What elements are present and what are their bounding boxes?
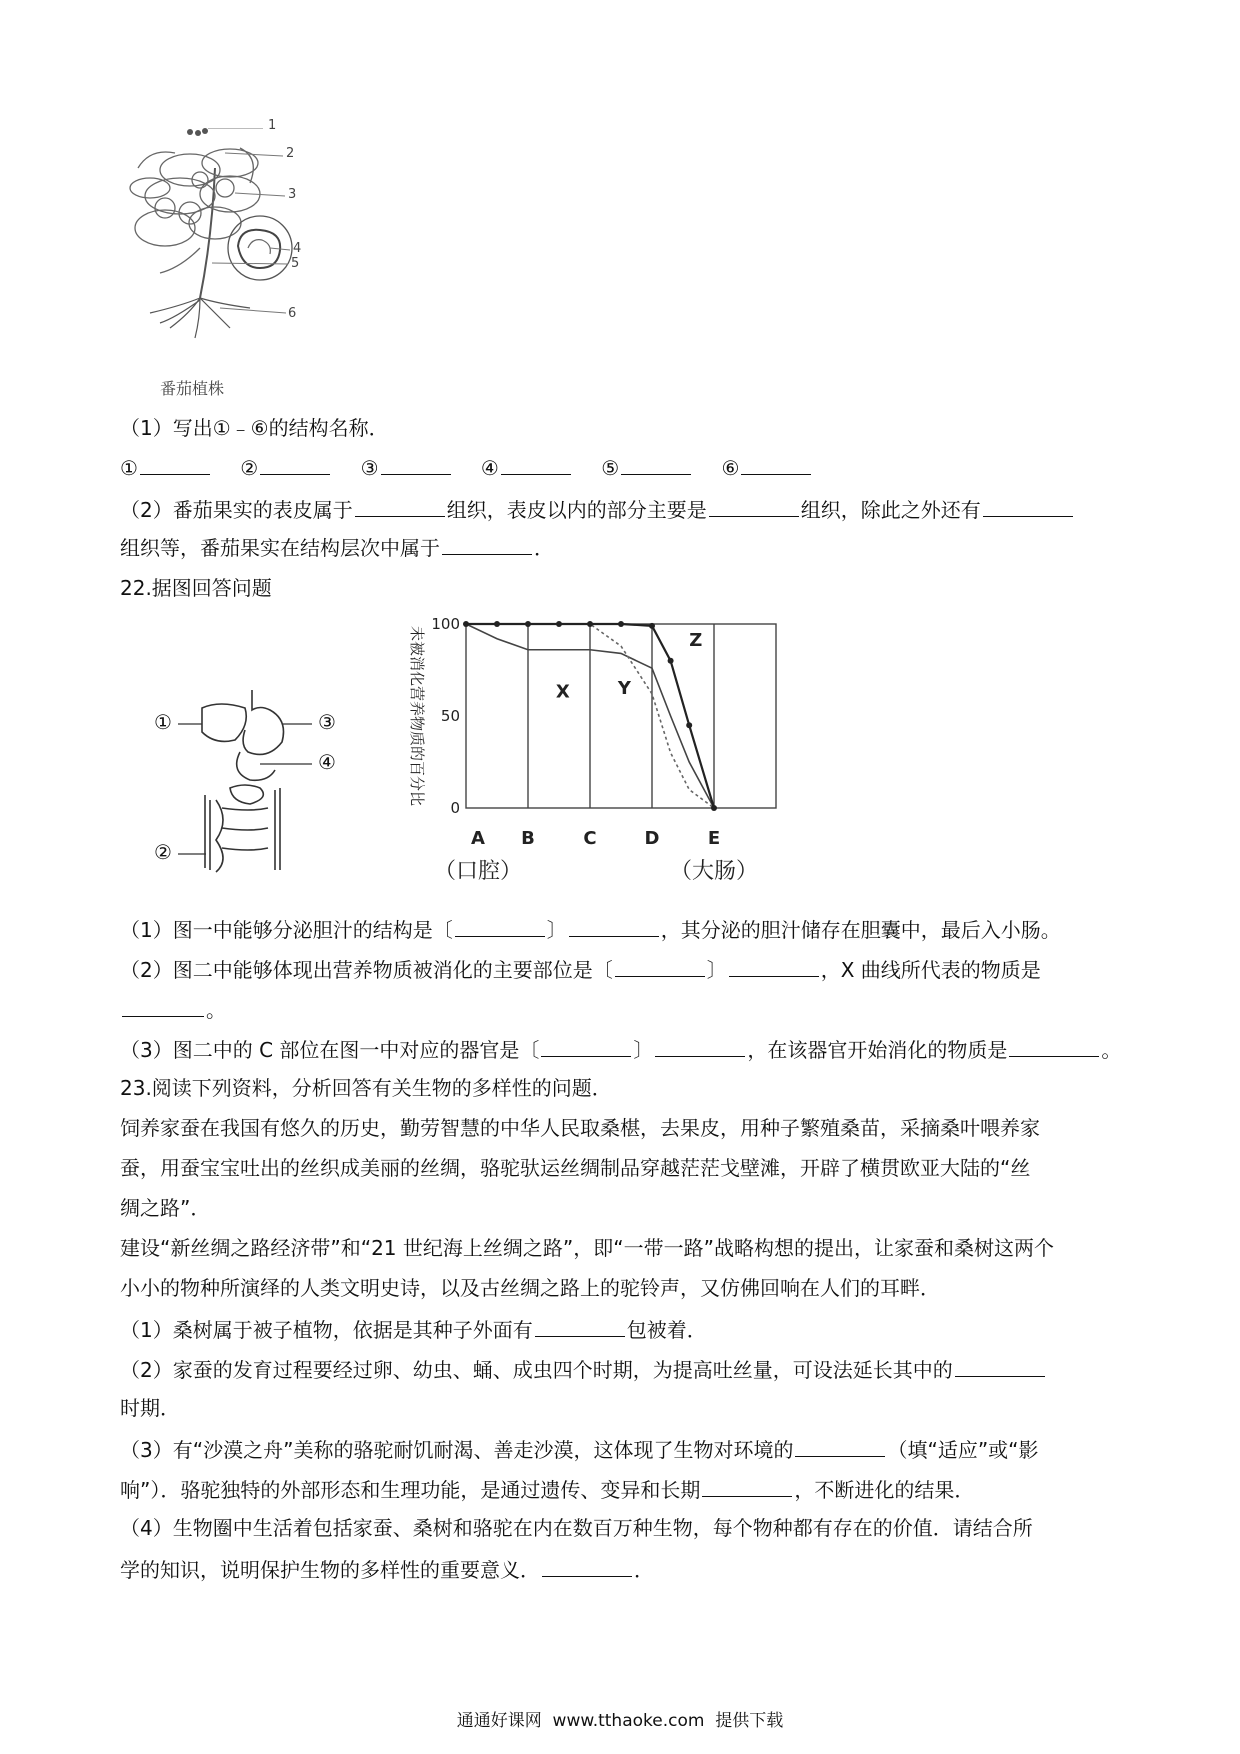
- q23-part4-line1: （4）生物圈中生活着包括家蚕、桑树和骆驼在内在数百万种生物，每个物种都有存在的价值．请结合所: [120, 1516, 1033, 1540]
- q21-part1: [120, 414, 389, 442]
- series-point-z: [711, 805, 717, 811]
- q23-part2-line2: 时期．: [120, 1396, 180, 1420]
- q22-part2-line2: 。: [120, 994, 226, 1024]
- series-point-z: [686, 722, 692, 728]
- q21-part1-text: （1）写出①﹣⑥的结构名称．: [120, 416, 389, 440]
- footer: 通通好课网 www.tthaoke.com 提供下载: [456, 1711, 784, 1731]
- q23-para2-line2: 小小的物种所演绎的人类文明史诗，以及古丝绸之路上的驼铃声，又仿佛回响在人们的耳畔．: [120, 1276, 940, 1300]
- chart-frame: [466, 624, 776, 808]
- chart-grid: [466, 624, 776, 808]
- category-note: （大肠）: [669, 859, 759, 884]
- series-label-x: X: [555, 681, 570, 703]
- organ-label-2: ②: [154, 840, 172, 864]
- q21-blanks-row: [120, 452, 835, 482]
- series-point-z: [494, 621, 500, 627]
- q23-part3-line1: （3）有“沙漠之舟”美称的骆驼耐饥耐渴、善走沙漠，这体现了生物对环境的 （填“适应”或“影: [120, 1434, 1039, 1464]
- organ-label-4: ④: [318, 750, 336, 774]
- plant-label-5: 5: [291, 256, 300, 271]
- plant-label-1: 1: [268, 118, 277, 133]
- series-point-z: [649, 623, 655, 629]
- blank-4: ④: [481, 452, 573, 482]
- blank-1: ①: [120, 452, 212, 482]
- q21-part2-line2: 组织等，番茄果实在结构层次中属于 ．: [120, 532, 554, 562]
- plant-label-2: 2: [286, 146, 295, 161]
- y-axis-label: 未被消化营养物质的百分比: [408, 626, 426, 807]
- y-tick-label: 0: [450, 799, 460, 817]
- q22-part3: （3）图二中的 C 部位在图一中对应的器官是〔 〕 ，在该器官开始消化的物质是 。: [120, 1034, 1121, 1064]
- q23-para1-line2: 蚕，用蚕宝宝吐出的丝织成美丽的丝绸，骆驼驮运丝绸制品穿越茫茫戈壁滩，开辟了横贯欧亚大陆的“丝: [120, 1156, 1031, 1180]
- category-label: D: [644, 828, 660, 849]
- chart-text: [408, 615, 758, 884]
- category-label: A: [471, 828, 485, 849]
- digestion-chart: [390, 610, 880, 910]
- series-point-z: [618, 621, 624, 627]
- plant-label-4: 4: [293, 241, 302, 256]
- series-point-z: [556, 621, 562, 627]
- organ-label-3: ③: [318, 710, 336, 734]
- y-tick-label: 100: [431, 615, 460, 633]
- blank-3: ③: [361, 452, 453, 482]
- q23-part2-line1: （2）家蚕的发育过程要经过卵、幼虫、蛹、成虫四个时期，为提高吐丝量，可设法延长其中的: [120, 1354, 1047, 1384]
- series-label-z: Z: [689, 630, 703, 652]
- plant-label-6: 6: [288, 306, 297, 321]
- series-point-z: [463, 621, 469, 627]
- blank-6: ⑥: [721, 452, 813, 482]
- digestion-chart-svg: [390, 610, 880, 910]
- tomato-plant-figure: [120, 118, 330, 368]
- series-point-z: [587, 621, 593, 627]
- q23-para1-line3: 绸之路”．: [120, 1196, 211, 1220]
- organ-label-1: ①: [154, 710, 172, 734]
- q23-para1-line1: 饲养家蚕在我国有悠久的历史，勤劳智慧的中华人民取桑椹，去果皮，用种子繁殖桑苗，采摘桑叶喂养家: [120, 1116, 1040, 1140]
- series-label-y: Y: [617, 677, 631, 699]
- category-label: E: [707, 828, 721, 849]
- category-label: C: [583, 828, 597, 849]
- blank-5: ⑤: [601, 452, 693, 482]
- series-point-z: [525, 621, 531, 627]
- q23-part4-line2: 学的知识，说明保护生物的多样性的重要意义． ．: [120, 1554, 654, 1584]
- series-point-z: [668, 658, 674, 664]
- blank-2: ②: [240, 452, 332, 482]
- plant-label-3: 3: [288, 187, 297, 202]
- category-label: B: [521, 828, 535, 849]
- q22-title: 22.据图回答问题: [120, 576, 272, 600]
- y-tick-label: 50: [440, 707, 460, 725]
- q22-part1: （1）图一中能够分泌胆汁的结构是〔 〕 ，其分泌的胆汁储存在胆囊中，最后入小肠。: [120, 914, 1061, 944]
- q23-title: 23.阅读下列资料，分析回答有关生物的多样性的问题．: [120, 1076, 612, 1100]
- q21-part2-line1: （2）番茄果实的表皮属于 组织，表皮以内的部分主要是 组织，除此之外还有: [120, 494, 1075, 524]
- q22-part2-line1: （2）图二中能够体现出营养物质被消化的主要部位是〔 〕 ，X 曲线所代表的物质是: [120, 954, 1041, 984]
- q23-part1: （1）桑树属于被子植物，依据是其种子外面有 包被着．: [120, 1314, 707, 1344]
- plant-caption: 番茄植株: [160, 379, 225, 398]
- q23-part3-line2: 响”）．骆驼独特的外部形态和生理功能，是通过遗传、变异和长期 ，不断进化的结果．: [120, 1474, 974, 1504]
- category-note: （口腔）: [433, 859, 523, 884]
- q23-para2-line1: 建设“新丝绸之路经济带”和“21 世纪海上丝绸之路”，即“一带一路”战略构想的提出，让家蚕和桑树这两个: [120, 1236, 1054, 1260]
